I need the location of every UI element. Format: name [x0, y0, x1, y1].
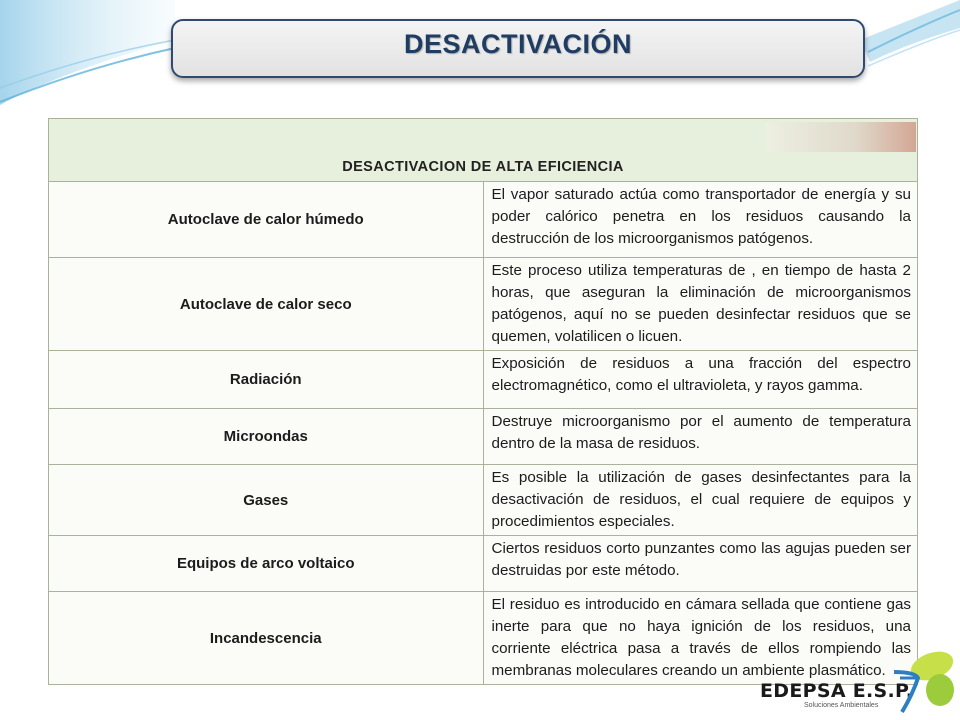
table-row [49, 536, 918, 592]
description-cell: Este proceso utiliza temperaturas de , en tiempo de hasta 2 horas, que aseguran la eliminación de microorganismos patógenos, aquí no se pueden desinfectar residuos que se quemen, volatilicen o licuen. [483, 258, 918, 351]
table-row [49, 351, 918, 409]
logo-name: EDEPSA E.S.P. [760, 680, 914, 702]
description-cell: Ciertos residuos corto punzantes como las agujas pueden ser destruidas por este método. [483, 536, 918, 592]
description-cell: Exposición de residuos a una fracción del espectro electromagnético, como el ultravioleta, y rayos gamma. [483, 351, 918, 409]
table-row [49, 409, 918, 465]
slide-title: DESACTIVACIÓN [403, 29, 632, 59]
leaf-logo-icon [886, 650, 958, 714]
table-row [49, 182, 918, 258]
description-cell: Destruye microorganismo por el aumento de temperatura dentro de la masa de residuos. [483, 409, 918, 465]
table-header: DESACTIVACION DE ALTA EFICIENCIA [49, 119, 918, 182]
method-cell: Autoclave de calor húmedo [49, 182, 484, 258]
efficiency-table-container [48, 118, 918, 679]
edepsa-logo [758, 650, 958, 716]
table-row [49, 465, 918, 536]
deactivation-table [48, 118, 918, 685]
description-cell: El residuo es introducido en cámara sellada que contiene gas inerte para que no haya ignición de los residuos, una corriente eléctrica pasa a través de ellos rompiendo las membranas moleculares creando un ambiente plasmático. [483, 592, 918, 685]
slide-title-bar [171, 19, 865, 78]
method-cell: Incandescencia [49, 592, 484, 685]
logo-tagline: Soluciones Ambientales [804, 702, 879, 709]
method-cell: Radiación [49, 351, 484, 409]
corner-decoration [766, 122, 916, 152]
table-row [49, 258, 918, 351]
method-cell: Gases [49, 465, 484, 536]
description-cell: El vapor saturado actúa como transportador de energía y su poder calórico penetra en los residuos causando la destrucción de los microorganismos patógenos. [483, 182, 918, 258]
method-cell: Autoclave de calor seco [49, 258, 484, 351]
description-cell: Es posible la utilización de gases desinfectantes para la desactivación de residuos, el cual requiere de equipos y procedimientos especiales. [483, 465, 918, 536]
method-cell: Equipos de arco voltaico [49, 536, 484, 592]
method-cell: Microondas [49, 409, 484, 465]
